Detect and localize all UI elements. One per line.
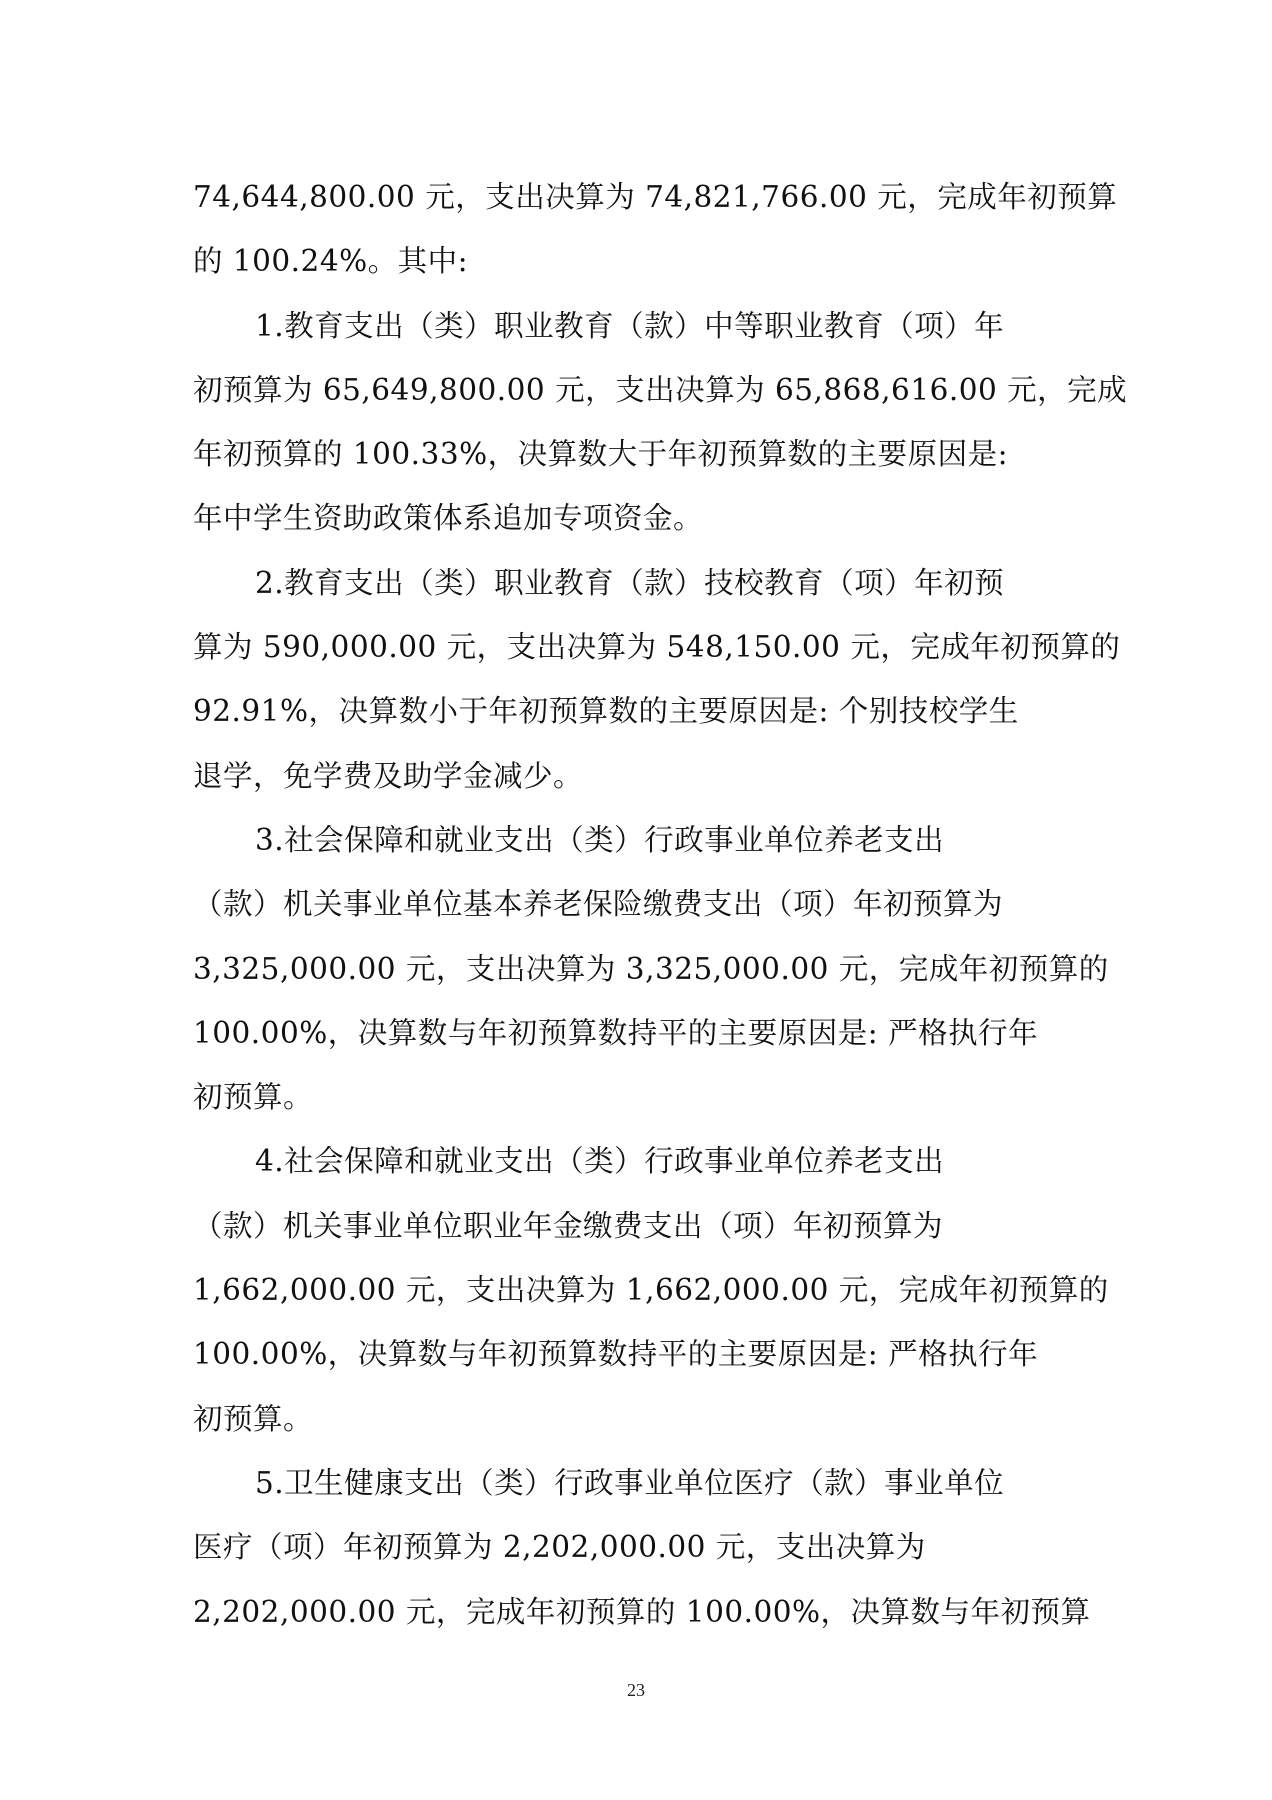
text-line: 退学，免学费及助学金减少。 — [193, 758, 584, 793]
text-line: 算为 590,000.00 元，支出决算为 548,150.00 元，完成年初预算的 — [193, 630, 1121, 665]
text-line: 医疗（项）年初预算为 2,202,000.00 元，支出决算为 — [193, 1530, 926, 1565]
text-line: 的 100.24%。其中: — [193, 244, 469, 279]
text-line: 2,202,000.00 元，完成年初预算的 100.00%，决算数与年初预算 — [193, 1594, 1091, 1629]
item-3-heading-line: 3.社会保障和就业支出（类）行政事业单位养老支出 — [255, 822, 945, 857]
page-number: 23 — [627, 1680, 645, 1700]
text-line: （款）机关事业单位基本养老保险缴费支出（项）年初预算为 — [193, 887, 1004, 922]
text-line: 100.00%，决算数与年初预算数持平的主要原因是: 严格执行年 — [193, 1337, 1039, 1372]
text-line: 年初预算的 100.33%，决算数大于年初预算数的主要原因是: — [193, 437, 1009, 472]
item-1-heading-line: 1.教育支出（类）职业教育（款）中等职业教育（项）年 — [255, 308, 1005, 343]
text-line: 92.91%，决算数小于年初预算数的主要原因是: 个别技校学生 — [193, 694, 1019, 729]
text-line: （款）机关事业单位职业年金缴费支出（项）年初预算为 — [193, 1208, 944, 1243]
text-line: 初预算。 — [193, 1080, 314, 1115]
text-line: 年中学生资助政策体系追加专项资金。 — [193, 501, 704, 536]
item-5-heading-line: 5.卫生健康支出（类）行政事业单位医疗（款）事业单位 — [255, 1465, 1005, 1500]
item-2-heading-line: 2.教育支出（类）职业教育（款）技校教育（项）年初预 — [255, 565, 1005, 600]
text-line: 100.00%，决算数与年初预算数持平的主要原因是: 严格执行年 — [193, 1015, 1039, 1050]
text-line: 1,662,000.00 元，支出决算为 1,662,000.00 元，完成年初预算的 — [193, 1273, 1109, 1308]
text-line: 74,644,800.00 元，支出决算为 74,821,766.00 元，完成年初预算 — [193, 180, 1118, 214]
text-line: 初预算。 — [193, 1401, 314, 1436]
item-4-heading-line: 4.社会保障和就业支出（类）行政事业单位养老支出 — [255, 1144, 945, 1179]
body-text — [193, 165, 1128, 1644]
text-line: 初预算为 65,649,800.00 元，支出决算为 65,868,616.00 元，完成 — [193, 372, 1128, 407]
text-line: 3,325,000.00 元，支出决算为 3,325,000.00 元，完成年初预算的 — [193, 951, 1109, 986]
